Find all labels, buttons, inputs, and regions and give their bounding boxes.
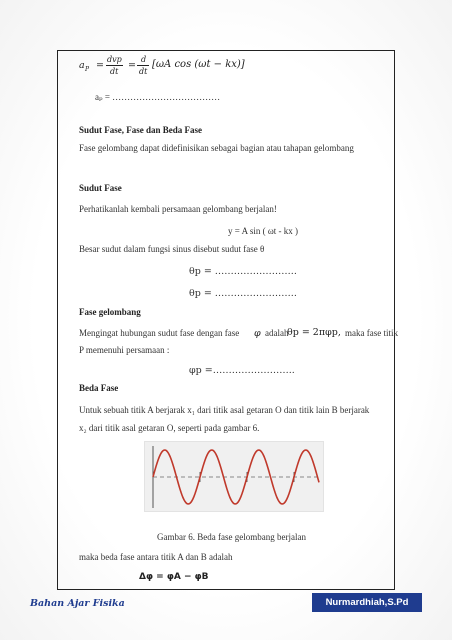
- ap-rhs: [ωA cos (ωt − kx)]: [152, 59, 245, 70]
- mengingat-part-a: Mengingat hubungan sudut fase dengan fase: [79, 328, 240, 338]
- theta-p-equation-1: θp = ……………………..: [189, 266, 297, 277]
- wave-figure: [144, 441, 324, 512]
- section-title-beda-fase: Beda Fase: [79, 383, 119, 393]
- equals-sign-2: =: [128, 60, 136, 71]
- beda-fase-line-2: x₂ dari titik asal getaran O, seperti pada gambar 6.: [79, 423, 260, 433]
- besar-sudut-text: Besar sudut dalam fungsi sinus disebut sudut fase θ: [79, 244, 265, 254]
- ap-blank-equation: aₚ = ………………………………: [95, 92, 221, 102]
- fraction2-numerator: d: [141, 55, 147, 64]
- mengingat-line-2: P memenuhi persamaan :: [79, 345, 170, 355]
- phi-p-equation: φp =……………………..: [189, 365, 295, 376]
- ap-symbol: a: [79, 60, 85, 71]
- fraction2-denominator: dt: [139, 67, 148, 76]
- equals-sign: =: [96, 60, 104, 71]
- footer-title: Bahan Ajar Fisika: [30, 598, 125, 609]
- mengingat-phi: φ: [254, 328, 261, 339]
- mengingat-part-e: maka fase titik: [345, 328, 398, 338]
- ap-subscript: P: [85, 66, 90, 73]
- fase-definition-text: Fase gelombang dapat didefinisikan sebagai bagian atau tahapan gelombang: [79, 143, 354, 153]
- section-title-fase: Sudut Fase, Fase dan Beda Fase: [79, 125, 203, 135]
- footer-author-badge: Nurmardhiah,S.Pd: [312, 593, 422, 612]
- mengingat-part-c: adalah: [265, 328, 289, 338]
- fraction1-denominator: dt: [110, 67, 119, 76]
- sudut-fase-text: Perhatikanlah kembali persamaan gelombang berjalan!: [79, 204, 277, 214]
- wave-equation: y = A sin ( ωt - kx ): [228, 226, 299, 236]
- theta-p-equation-2: θp = ……………………..: [189, 288, 297, 299]
- fraction1-numerator: dvp: [107, 55, 122, 64]
- section-title-fase-gelombang: Fase gelombang: [79, 307, 141, 317]
- delta-phi-equation: Δφ = φA − φB: [139, 572, 209, 582]
- mengingat-theta-relation: θp = 2πφp,: [287, 327, 341, 338]
- maka-beda-fase-text: maka beda fase antara titik A dan B adalah: [79, 552, 233, 562]
- wave-graph: [145, 442, 323, 511]
- figure-caption: Gambar 6. Beda fase gelombang berjalan: [157, 532, 306, 542]
- beda-fase-line-1: Untuk sebuah titik A berjarak x₁ dari titik asal getaran O dan titik lain B berjarak: [79, 405, 370, 415]
- section-title-sudut-fase: Sudut Fase: [79, 183, 122, 193]
